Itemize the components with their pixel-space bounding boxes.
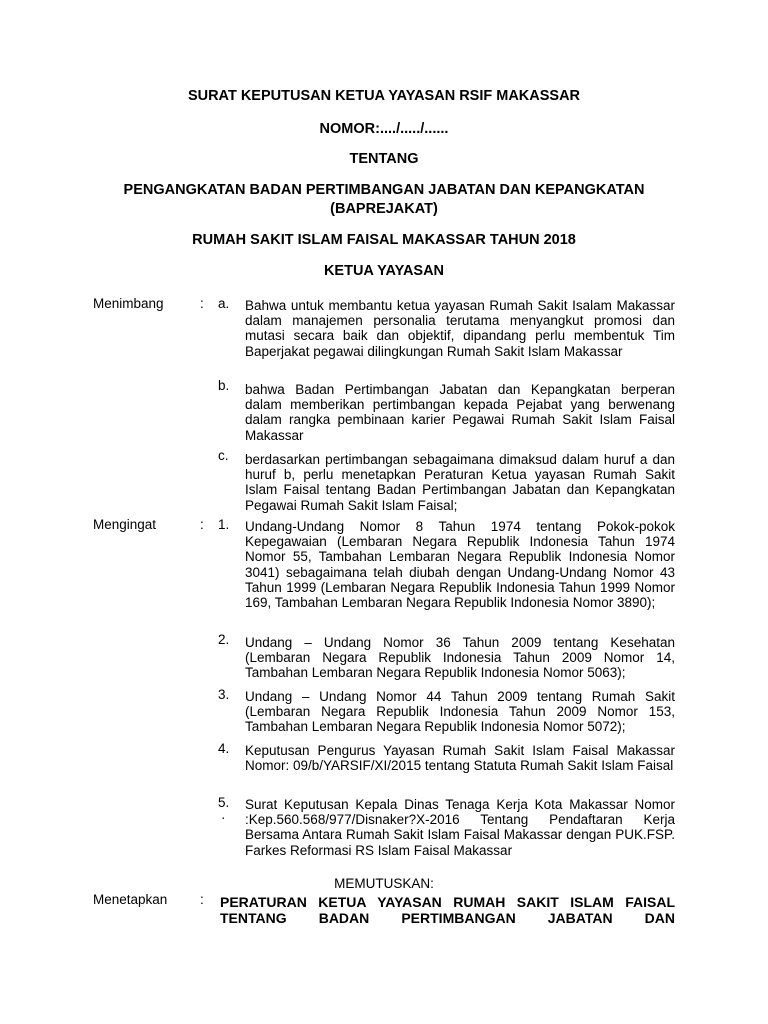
issuer-heading: KETUA YAYASAN	[323, 263, 445, 279]
item-text: Bahwa untuk membantu ketua yayasan Rumah Sakit Isalam Makassar dalam manajemen personalia terutama menyangkut promosi dan mutasi secara baik dan objektif, dipandang perlu membentuk Tim Baperjakat pegawai dilingkungan Rumah Sakit Islam Makassar	[245, 298, 675, 359]
item-marker: 4.	[218, 741, 230, 756]
item-marker: a.	[218, 296, 230, 311]
item-text: Undang – Undang Nomor 36 Tahun 2009 tentang Kesehatan (Lembaran Negara Republik Indonesia Tahun 2009 Nomor 14, Tambahan Lembaran Negara Republik Indonesia Nomor 5063);	[245, 635, 675, 681]
item-text: Undang-Undang Nomor 8 Tahun 1974 tentang Pokok-pokok Kepegawaian (Lembaran Negara Republik Indonesia Tahun 1974 Nomor 55, Tambahan Lembaran Negara Republik Indonesia Nomor 3041) sebagaimana telah diubah dengan Undang-Undang Nomor 43 Tahun 1999 (Lembaran Negara Republik Indonesia Tahun 1999 Nomor 169, Tambahan Lembaran Negara Republik Indonesia Nomor 3890);	[245, 519, 675, 611]
item-marker: 2.	[218, 632, 230, 647]
menetapkan-label: Menetapkan	[93, 892, 168, 907]
subject-line-1: PENGANGKATAN BADAN PERTIMBANGAN JABATAN DAN KEPANGKATAN	[123, 182, 645, 198]
item-submarker: ·	[221, 810, 226, 825]
document-title: SURAT KEPUTUSAN KETUA YAYASAN RSIF MAKASSAR	[187, 88, 581, 104]
item-text: Keputusan Pengurus Yayasan Rumah Sakit Islam Faisal Makassar Nomor: 09/b/YARSIF/XI/2015 tentang Statuta Rumah Sakit Islam Faisal	[245, 743, 675, 774]
item-text: Undang – Undang Nomor 44 Tahun 2009 tentang Rumah Sakit (Lembaran Negara Republik Indonesia Tahun 2009 Nomor 153, Tambahan Lembaran Negara Republik Indonesia Nomor 5072);	[245, 689, 675, 735]
item-marker: 5.	[218, 795, 230, 810]
about-heading: TENTANG	[349, 151, 419, 167]
subject-line-2: (BAPREJAKAT)	[330, 201, 438, 217]
decision-line-2: TENTANG BADAN PERTIMBANGAN JABATAN DAN	[220, 910, 675, 926]
item-marker: c.	[218, 448, 229, 463]
decision-line-1: PERATURAN KETUA YAYASAN RUMAH SAKIT ISLAM FAISAL	[220, 894, 675, 910]
colon: :	[200, 892, 204, 907]
item-text: berdasarkan pertimbangan sebagaimana dimaksud dalam huruf a dan huruf b, perlu menetapkan Peraturan Ketua yayasan Rumah Sakit Islam Faisal tentang Badan Pertimbangan Jabatan dan Kepangkatan Pegawai Rumah Sakit Islam Faisal;	[245, 452, 675, 513]
decision-heading: MEMUTUSKAN:	[334, 876, 434, 891]
menimbang-label: Menimbang	[93, 296, 164, 311]
document-number: NOMOR:..../...../......	[319, 121, 449, 137]
colon: :	[200, 517, 204, 532]
mengingat-label: Mengingat	[93, 517, 157, 532]
item-marker: 1.	[218, 517, 230, 532]
item-marker: b.	[218, 378, 230, 393]
item-marker: 3.	[218, 687, 230, 702]
hospital-year-heading: RUMAH SAKIT ISLAM FAISAL MAKASSAR TAHUN 2018	[192, 232, 576, 248]
item-text: Surat Keputusan Kepala Dinas Tenaga Kerja Kota Makassar Nomor :Kep.560.568/977/Disnaker?X-2016 Tentang Pendaftaran Kerja Bersama Antara Rumah Sakit Islam Faisal Makassar dengan PUK.FSP. Farkes Reformasi RS Islam Faisal Makassar	[245, 797, 675, 858]
colon: :	[200, 296, 204, 311]
item-text: bahwa Badan Pertimbangan Jabatan dan Kepangkatan berperan dalam memberikan pertimbangan kepada Pejabat yang berwenang dalam rangka pembinaan karier Pegawai Rumah Sakit Islam Faisal Makassar	[245, 382, 675, 443]
